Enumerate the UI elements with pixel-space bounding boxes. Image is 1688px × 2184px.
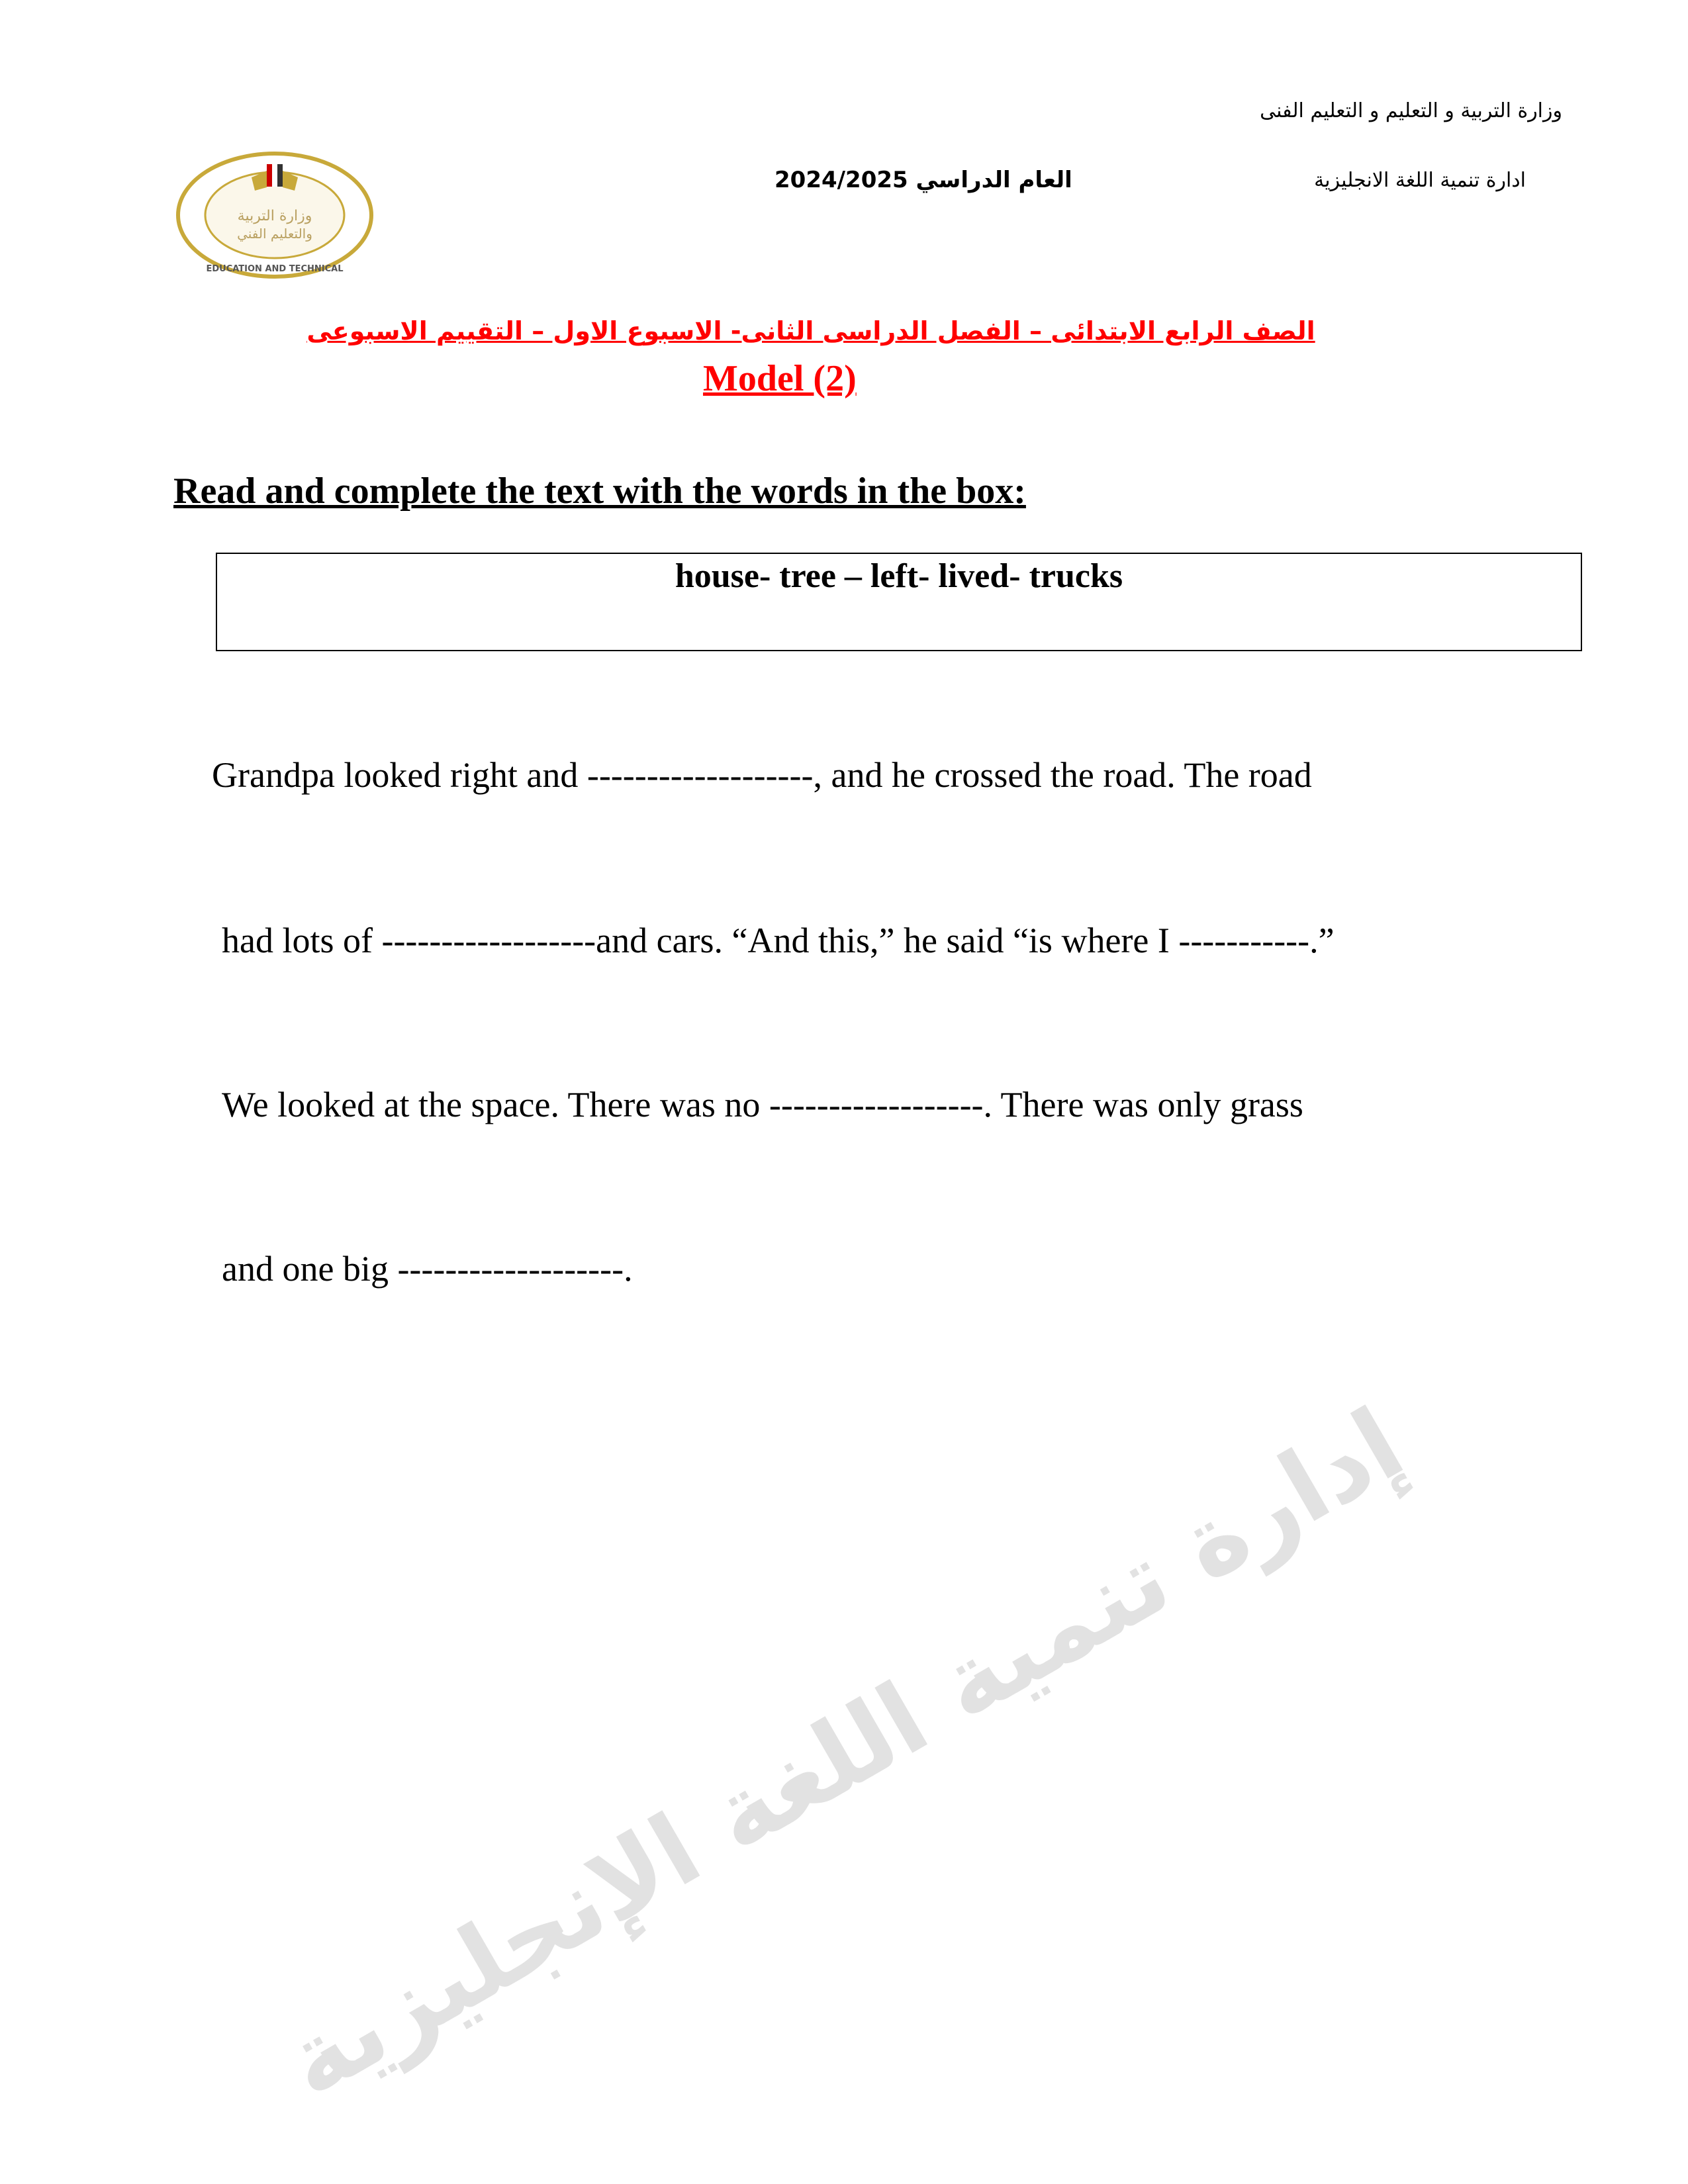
svg-text:وزارة التربية: وزارة التربية	[237, 208, 312, 224]
text-line: We looked at the space. There was no ------------------. There was only grass	[222, 1085, 1303, 1124]
exercise-instruction: Read and complete the text with the words in the box:	[173, 471, 1026, 512]
text-line: had lots of ------------------and cars. “And this,” he said “is where I -----------.”	[222, 921, 1335, 960]
year-label: العام الدراسي	[915, 167, 1072, 193]
watermark: إدارة تنمية اللغة الإنجليزية	[265, 1386, 1423, 2121]
department-name: ادارة تنمية اللغة الانجليزية	[1314, 169, 1526, 192]
svg-text:والتعليم الفني: والتعليم الفني	[237, 226, 312, 242]
svg-text:EDUCATION AND TECHNICAL: EDUCATION AND TECHNICAL	[206, 264, 344, 274]
year-value: 2024/2025	[774, 167, 908, 193]
word-box	[216, 553, 1582, 651]
ministry-name: وزارة التربية و التعليم و التعليم الفنى	[1260, 99, 1562, 122]
academic-year	[761, 167, 1072, 193]
text-line: and one big -------------------.	[222, 1249, 633, 1289]
model-number: Model (2)	[703, 358, 857, 399]
worksheet-title: الصف الرابع الابتدائى – الفصل الدراسى الثانى- الاسبوع الاول – التقييم الاسبوعى	[306, 316, 1315, 345]
text-line: Grandpa looked right and -------------------, and he crossed the road. The road	[212, 755, 1312, 795]
word-list: house- tree – left- lived- trucks	[675, 557, 1123, 595]
ministry-logo	[175, 151, 374, 280]
